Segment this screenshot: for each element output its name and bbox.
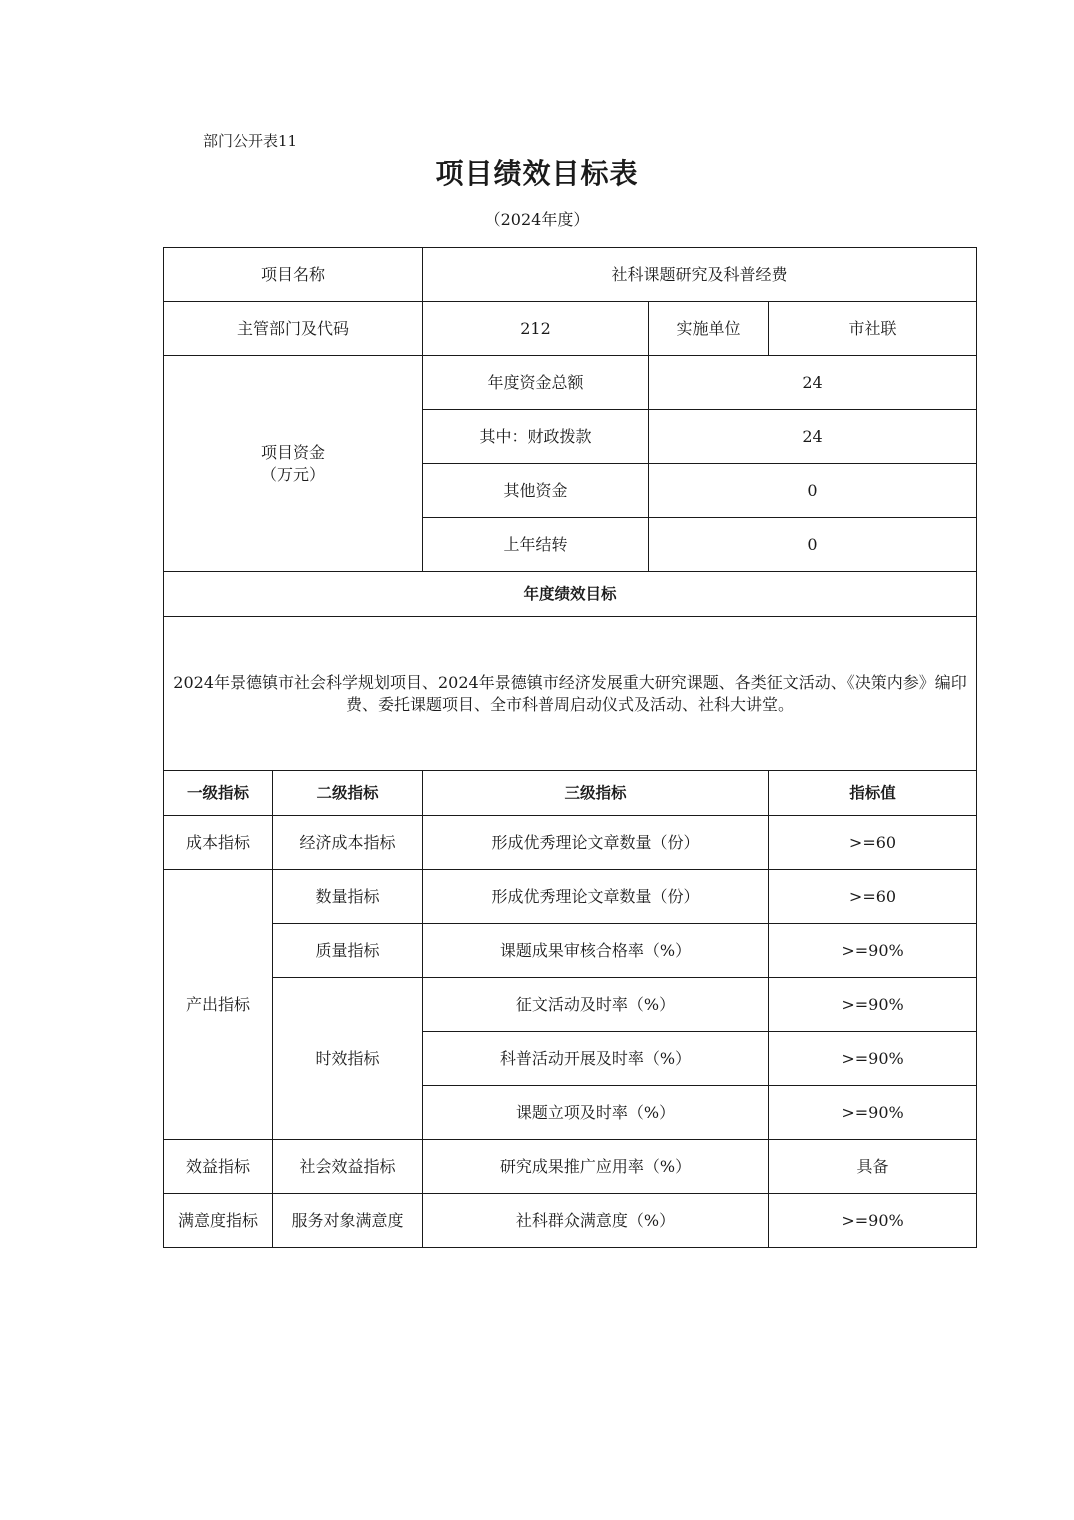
project-funds-label xyxy=(164,356,423,572)
level1-satisfaction: 满意度指标 xyxy=(164,1194,273,1248)
table-row xyxy=(164,978,977,1032)
department-row xyxy=(164,302,977,356)
level3-cell: 科普活动开展及时率（%） xyxy=(423,1032,769,1086)
indicator-value: >=90% xyxy=(769,1086,977,1140)
level3-cell: 社科群众满意度（%） xyxy=(423,1194,769,1248)
performance-table xyxy=(163,247,977,1248)
indicator-value: >=90% xyxy=(769,978,977,1032)
header-level1: 一级指标 xyxy=(164,771,273,816)
annual-goal-heading: 年度绩效目标 xyxy=(164,572,977,617)
table-row xyxy=(164,924,977,978)
level1-output: 产出指标 xyxy=(164,870,273,1140)
indicator-value: >=60 xyxy=(769,870,977,924)
project-name-value: 社科课题研究及科普经费 xyxy=(423,248,977,302)
funds-unit: （万元） xyxy=(261,464,326,484)
header-level2: 二级指标 xyxy=(273,771,423,816)
form-code: 部门公开表11 xyxy=(203,132,298,150)
level2-cell: 质量指标 xyxy=(273,924,423,978)
indicator-value: 具备 xyxy=(769,1140,977,1194)
table-row xyxy=(164,870,977,924)
fund-label: 其他资金 xyxy=(423,464,649,518)
level2-cell: 经济成本指标 xyxy=(273,816,423,870)
indicator-value: >=90% xyxy=(769,924,977,978)
goal-heading-row xyxy=(164,572,977,617)
indicator-header-row xyxy=(164,771,977,816)
level2-timeliness: 时效指标 xyxy=(273,978,423,1140)
fund-value: 0 xyxy=(649,518,977,572)
fund-label: 年度资金总额 xyxy=(423,356,649,410)
indicator-value: >=90% xyxy=(769,1194,977,1248)
funds-row xyxy=(164,356,977,410)
level3-cell: 课题立项及时率（%） xyxy=(423,1086,769,1140)
goal-text-row xyxy=(164,617,977,771)
level1-cost: 成本指标 xyxy=(164,816,273,870)
level2-cell: 数量指标 xyxy=(273,870,423,924)
report-year: （2024年度） xyxy=(484,210,590,229)
fund-value: 24 xyxy=(649,410,977,464)
fund-label: 上年结转 xyxy=(423,518,649,572)
header-level3: 三级指标 xyxy=(423,771,769,816)
department-code: 212 xyxy=(423,302,649,356)
indicator-value: >=60 xyxy=(769,816,977,870)
annual-goal-text: 2024年景德镇市社会科学规划项目、2024年景德镇市经济发展重大研究课题、各类征文活动、《决策内参》编印费、委托课题项目、全市科普周启动仪式及活动、社科大讲堂。 xyxy=(164,617,977,771)
project-name-row xyxy=(164,248,977,302)
page-title: 项目绩效目标表 xyxy=(435,157,639,190)
level1-benefit: 效益指标 xyxy=(164,1140,273,1194)
table-row xyxy=(164,1194,977,1248)
department-label: 主管部门及代码 xyxy=(164,302,423,356)
implementing-unit-label: 实施单位 xyxy=(649,302,769,356)
project-name-label: 项目名称 xyxy=(164,248,423,302)
fund-value: 0 xyxy=(649,464,977,518)
level3-cell: 课题成果审核合格率（%） xyxy=(423,924,769,978)
table-row xyxy=(164,816,977,870)
fund-value: 24 xyxy=(649,356,977,410)
level2-cell: 社会效益指标 xyxy=(273,1140,423,1194)
level3-cell: 形成优秀理论文章数量（份） xyxy=(423,870,769,924)
header-value: 指标值 xyxy=(769,771,977,816)
implementing-unit-value: 市社联 xyxy=(769,302,977,356)
indicator-value: >=90% xyxy=(769,1032,977,1086)
level3-cell: 征文活动及时率（%） xyxy=(423,978,769,1032)
level2-cell: 服务对象满意度 xyxy=(273,1194,423,1248)
level3-cell: 形成优秀理论文章数量（份） xyxy=(423,816,769,870)
funds-label: 项目资金 xyxy=(261,442,326,462)
table-row xyxy=(164,1140,977,1194)
fund-label: 其中：财政拨款 xyxy=(423,410,649,464)
level3-cell: 研究成果推广应用率（%） xyxy=(423,1140,769,1194)
